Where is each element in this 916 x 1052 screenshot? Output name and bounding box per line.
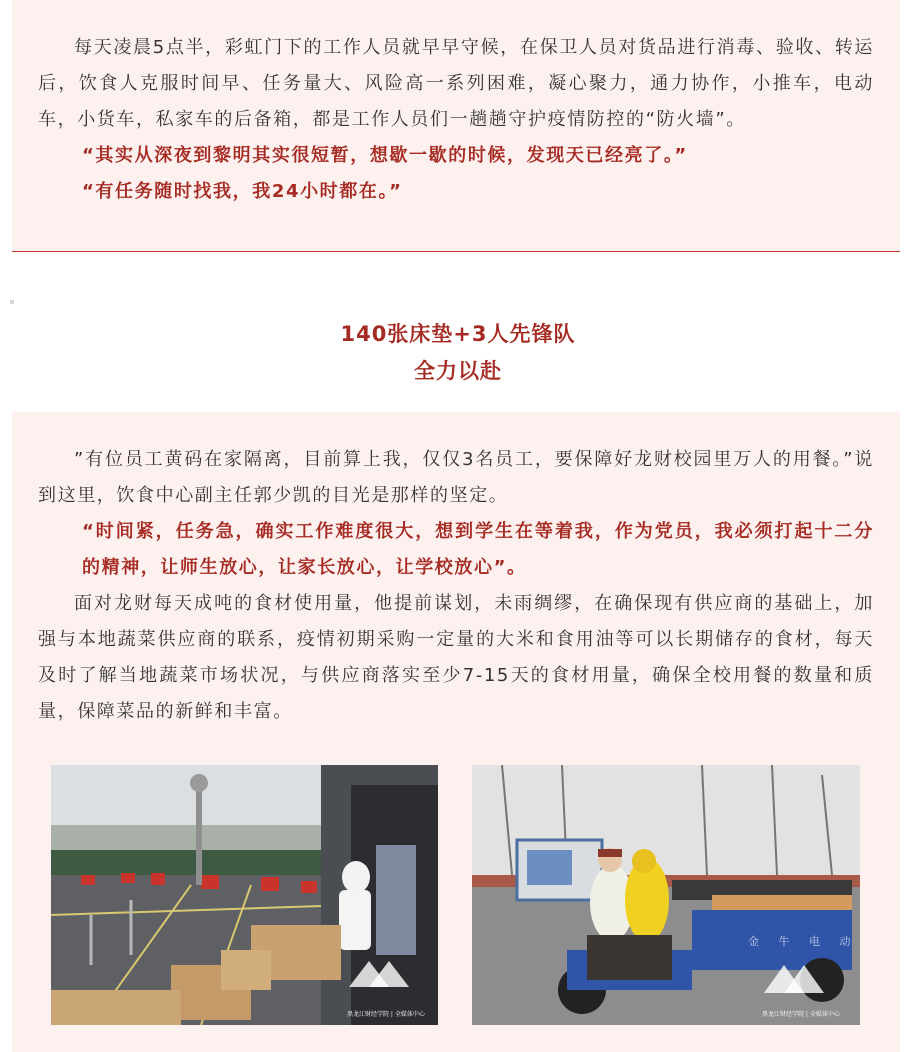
paragraph-food-supply: 面对龙财每天成吨的食材使用量，他提前谋划，未雨绸缪，在确保现有供应商的基础上，加强与本地蔬菜供应商的联系，疫情初期采购一定量的大米和食用油等可以长期储存的食材，每天及时了解当地蔬菜市场状况，与供应商落实至少7-15天的食材用量，确保全校用餐的数量和质量，保障菜品的新鲜和丰富。	[38, 593, 874, 722]
photo-tricycle-image	[472, 765, 860, 1025]
photo-tricycle	[472, 765, 860, 1025]
article-card-top	[12, 0, 900, 252]
quote-night-short: “其实从深夜到黎明其实很短暂，想歇一歇的时候，发现天已经亮了。”	[82, 145, 688, 166]
divider-dot	[10, 300, 14, 304]
quote-24-hours: “有任务随时找我，我24小时都在。”	[82, 181, 403, 202]
section-heading-line1: 140张床垫+3人先锋队	[340, 322, 576, 346]
quote-party-member: “时间紧，任务急，确实工作难度很大，想到学生在等着我，作为党员，我必须打起十二分的精神，让师生放心，让家长放心，让学校放心”。	[82, 521, 874, 578]
photo-left-watermark: 黑龙江财经学院 | 全媒体中心	[347, 1011, 425, 1018]
section-heading-line2: 全力以赴	[414, 359, 502, 383]
photo-right-watermark: 黑龙江财经学院 | 全媒体中心	[762, 1011, 840, 1018]
photo-disinfection-image	[51, 765, 438, 1025]
tricycle-sign: 金 牛 电 动	[748, 935, 859, 948]
paragraph-staff-shortage: ”有位员工黄码在家隔离，目前算上我，仅仅3名员工，要保障好龙财校园里万人的用餐。”说到这里，饮食中心副主任郭少凯的目光是那样的坚定。	[38, 449, 874, 506]
paragraph-morning-work: 每天凌晨5点半，彩虹门下的工作人员就早早守候，在保卫人员对货品进行消毒、验收、转运后，饮食人克服时间早、任务量大、风险高一系列困难，凝心聚力，通力协作，小推车，电动车，小货车，私家车的后备箱，都是工作人员们一趟趟守护疫情防控的“防火墙”。	[38, 37, 874, 130]
photo-disinfection	[51, 765, 438, 1025]
